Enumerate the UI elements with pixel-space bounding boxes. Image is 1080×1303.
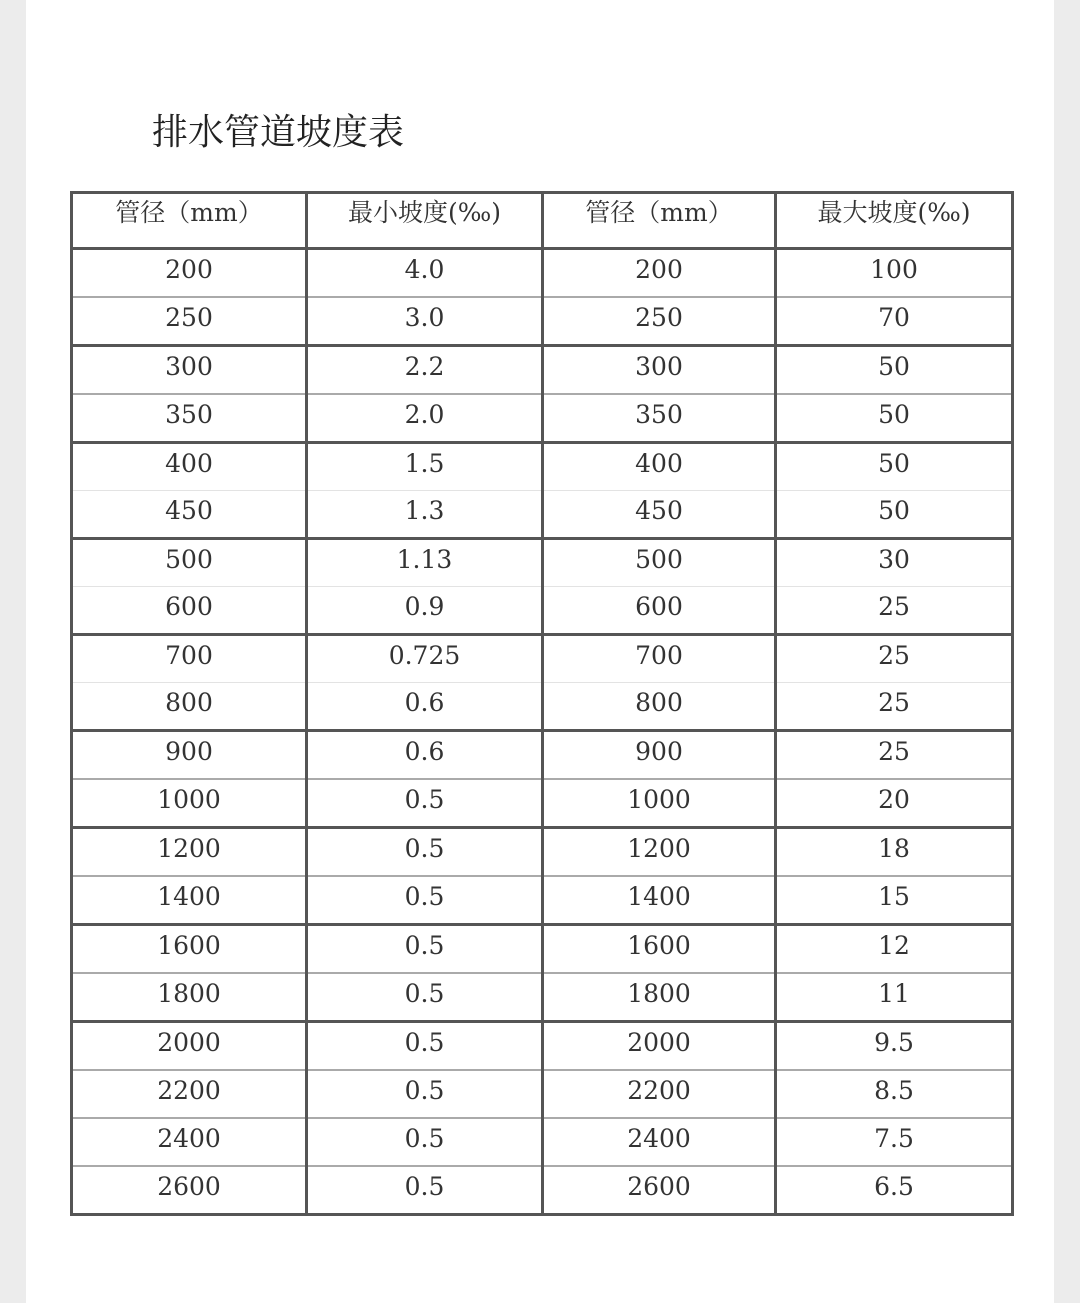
table-row	[72, 346, 1013, 395]
table-cell: 500	[72, 539, 307, 587]
table-row	[72, 297, 1013, 346]
table-cell: 1.3	[307, 491, 543, 539]
table-cell: 200	[72, 249, 307, 298]
table-cell: 7.5	[776, 1118, 1013, 1166]
table-cell: 11	[776, 973, 1013, 1022]
table-row	[72, 925, 1013, 974]
table-cell: 6.5	[776, 1166, 1013, 1215]
table-row	[72, 973, 1013, 1022]
slope-table	[70, 191, 1014, 1216]
table-cell: 0.5	[307, 1070, 543, 1118]
table-cell: 15	[776, 876, 1013, 925]
table-cell: 18	[776, 828, 1013, 877]
table-cell: 2200	[543, 1070, 776, 1118]
table-cell: 2.0	[307, 394, 543, 443]
table-cell: 1200	[543, 828, 776, 877]
table-row	[72, 539, 1013, 587]
table-cell: 800	[543, 683, 776, 731]
table-cell: 600	[72, 587, 307, 635]
table-cell: 50	[776, 346, 1013, 395]
table-row	[72, 491, 1013, 539]
header-min-slope: 最小坡度(‰)	[307, 193, 543, 249]
table-cell: 70	[776, 297, 1013, 346]
table-cell: 50	[776, 394, 1013, 443]
table-cell: 25	[776, 731, 1013, 780]
table-cell: 0.5	[307, 1118, 543, 1166]
table-cell: 900	[543, 731, 776, 780]
table-cell: 50	[776, 491, 1013, 539]
table-row	[72, 1118, 1013, 1166]
table-row	[72, 1166, 1013, 1215]
table-row	[72, 635, 1013, 683]
table-cell: 2400	[543, 1118, 776, 1166]
table-cell: 4.0	[307, 249, 543, 298]
table-cell: 350	[543, 394, 776, 443]
table-row	[72, 394, 1013, 443]
header-max-slope: 最大坡度(‰)	[776, 193, 1013, 249]
table-cell: 1000	[72, 779, 307, 828]
table-cell: 200	[543, 249, 776, 298]
table-cell: 0.5	[307, 779, 543, 828]
table-row	[72, 587, 1013, 635]
table-cell: 1600	[543, 925, 776, 974]
table-cell: 2400	[72, 1118, 307, 1166]
table-row	[72, 249, 1013, 298]
table-cell: 300	[72, 346, 307, 395]
table-cell: 700	[72, 635, 307, 683]
header-pipe-diameter-max: 管径（mm）	[543, 193, 776, 249]
table-cell: 250	[72, 297, 307, 346]
table-cell: 2600	[72, 1166, 307, 1215]
table-cell: 25	[776, 683, 1013, 731]
table-cell: 100	[776, 249, 1013, 298]
table-cell: 0.5	[307, 1166, 543, 1215]
table-cell: 250	[543, 297, 776, 346]
table-cell: 9.5	[776, 1022, 1013, 1071]
table-cell: 350	[72, 394, 307, 443]
table-header-row	[72, 193, 1013, 249]
table-row	[72, 779, 1013, 828]
table-cell: 300	[543, 346, 776, 395]
table-cell: 0.5	[307, 876, 543, 925]
table-cell: 450	[543, 491, 776, 539]
table-cell: 3.0	[307, 297, 543, 346]
table-row	[72, 731, 1013, 780]
table-row	[72, 1070, 1013, 1118]
table-cell: 2000	[72, 1022, 307, 1071]
table-cell: 450	[72, 491, 307, 539]
table-cell: 0.6	[307, 731, 543, 780]
table-cell: 2200	[72, 1070, 307, 1118]
page-title: 排水管道坡度表	[152, 112, 405, 153]
table-cell: 500	[543, 539, 776, 587]
table-cell: 0.725	[307, 635, 543, 683]
table-cell: 0.5	[307, 828, 543, 877]
table-cell: 0.9	[307, 587, 543, 635]
table-cell: 1400	[543, 876, 776, 925]
table-cell: 20	[776, 779, 1013, 828]
header-pipe-diameter-min: 管径（mm）	[72, 193, 307, 249]
table-cell: 2.2	[307, 346, 543, 395]
table-cell: 25	[776, 635, 1013, 683]
table-cell: 1200	[72, 828, 307, 877]
table-cell: 8.5	[776, 1070, 1013, 1118]
table-cell: 1000	[543, 779, 776, 828]
table-cell: 400	[72, 443, 307, 491]
table-cell: 0.6	[307, 683, 543, 731]
table-row	[72, 876, 1013, 925]
table-cell: 600	[543, 587, 776, 635]
table-cell: 400	[543, 443, 776, 491]
table-cell: 0.5	[307, 1022, 543, 1071]
table-cell: 0.5	[307, 973, 543, 1022]
table-cell: 1.5	[307, 443, 543, 491]
table-cell: 1400	[72, 876, 307, 925]
table-cell: 800	[72, 683, 307, 731]
table-cell: 25	[776, 587, 1013, 635]
table-cell: 50	[776, 443, 1013, 491]
table-cell: 1800	[543, 973, 776, 1022]
table-cell: 30	[776, 539, 1013, 587]
table-row	[72, 683, 1013, 731]
table-cell: 1.13	[307, 539, 543, 587]
table-cell: 700	[543, 635, 776, 683]
table-row	[72, 828, 1013, 877]
table-cell: 2600	[543, 1166, 776, 1215]
table-cell: 12	[776, 925, 1013, 974]
table-cell: 900	[72, 731, 307, 780]
table-cell: 0.5	[307, 925, 543, 974]
table-cell: 1600	[72, 925, 307, 974]
table-row	[72, 1022, 1013, 1071]
table-row	[72, 443, 1013, 491]
table-cell: 1800	[72, 973, 307, 1022]
table-cell: 2000	[543, 1022, 776, 1071]
